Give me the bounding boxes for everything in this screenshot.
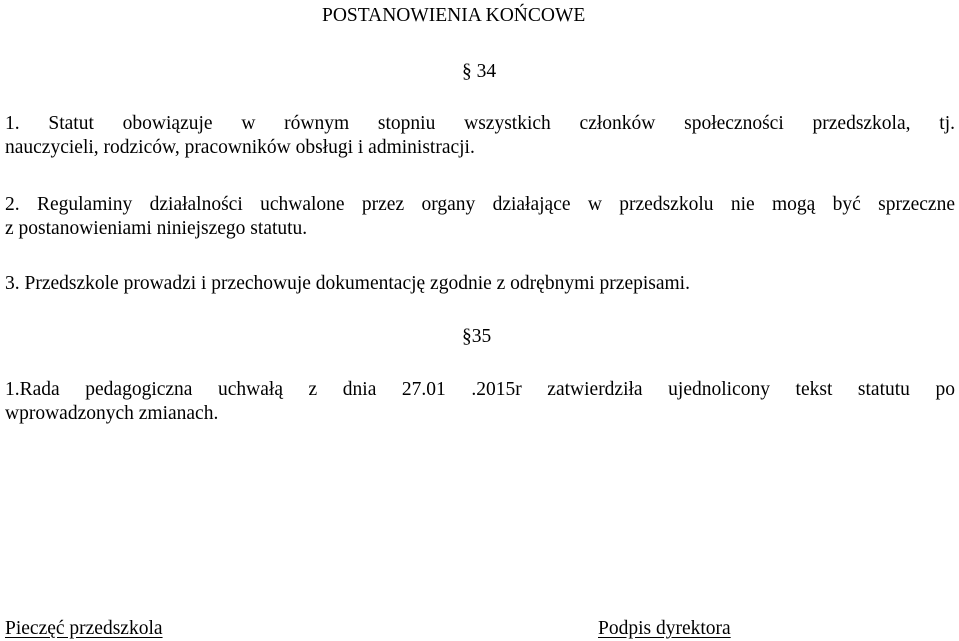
paragraph-line: nauczycieli, rodziców, pracowników obsługi i administracji. xyxy=(5,137,475,158)
section-35-paragraph-1 xyxy=(5,378,955,426)
director-signature-label: Podpis dyrektora xyxy=(598,618,731,639)
section-34-paragraph-2 xyxy=(5,193,955,241)
document-title: POSTANOWIENIA KOŃCOWE xyxy=(322,5,586,26)
stamp-signature-label: Pieczęć przedszkola xyxy=(5,618,163,639)
paragraph-line: wprowadzonych zmianach. xyxy=(5,403,219,424)
section-34-paragraph-3 xyxy=(5,272,955,296)
paragraph-line: 1. Statut obowiązuje w równym stopniu wszystkich członków społeczności przedszkola, tj. xyxy=(5,113,955,134)
section-34-paragraph-1 xyxy=(5,112,955,160)
paragraph-line: 3. Przedszkole prowadzi i przechowuje dokumentację zgodnie z odrębnymi przepisami. xyxy=(5,273,690,294)
paragraph-line: 1.Rada pedagogiczna uchwałą z dnia 27.01 .2015r zatwierdziła ujednolicony tekst statutu po xyxy=(5,379,955,400)
paragraph-line: z postanowieniami niniejszego statutu. xyxy=(5,218,308,239)
section-35-heading: §35 xyxy=(462,326,492,347)
paragraph-line: 2. Regulaminy działalności uchwalone przez organy działające w przedszkolu nie mogą być sprzeczne xyxy=(5,194,955,215)
section-34-heading: § 34 xyxy=(462,61,497,82)
